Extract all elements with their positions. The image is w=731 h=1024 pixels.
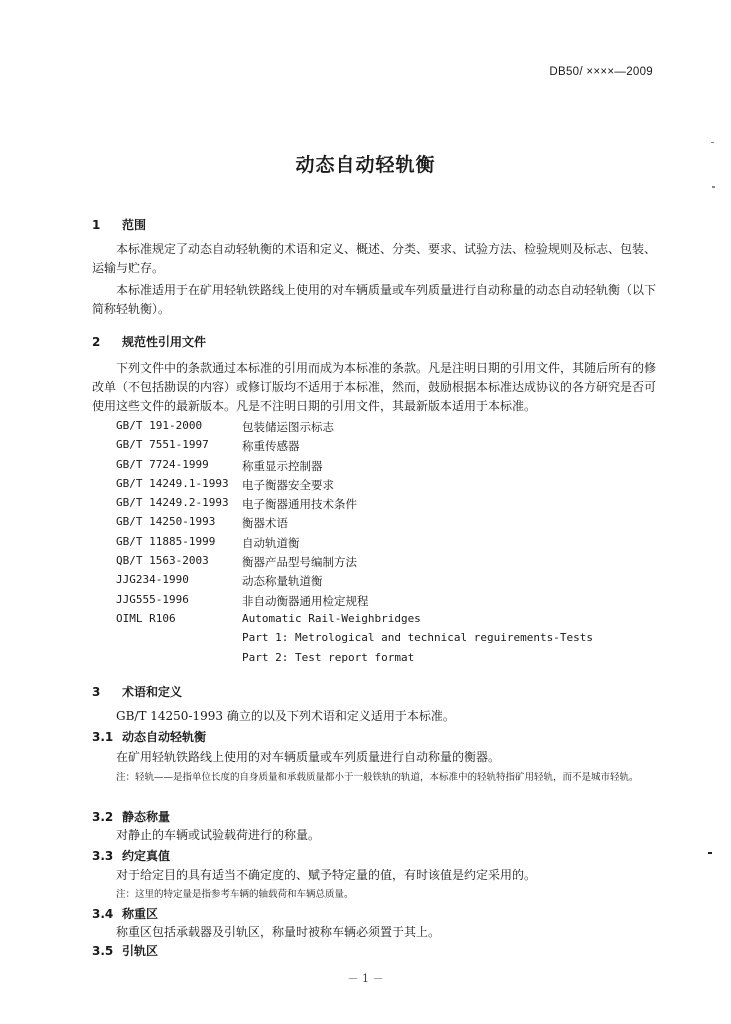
scan-speck bbox=[708, 852, 712, 854]
section-title: 术语和定义 bbox=[122, 685, 183, 699]
reference-name: Part 1: Metrological and technical reguirements-Tests bbox=[242, 631, 593, 645]
section-2-heading bbox=[92, 333, 206, 350]
term-3-2-heading bbox=[92, 808, 170, 825]
reference-name: 称重传感器 bbox=[242, 439, 300, 454]
section-number: 3 bbox=[92, 685, 101, 699]
reference-name: Automatic Rail-Weighbridges bbox=[242, 611, 421, 625]
reference-row bbox=[116, 631, 593, 650]
term-3-5-heading bbox=[92, 942, 158, 959]
reference-code bbox=[116, 651, 242, 670]
reference-code: GB/T 7724-1999 bbox=[116, 457, 209, 471]
reference-row bbox=[116, 477, 593, 496]
reference-row bbox=[116, 458, 593, 477]
reference-code: GB/T 7551-1997 bbox=[116, 438, 209, 452]
document-title: 动态自动轻轨衡 bbox=[295, 154, 436, 176]
reference-row bbox=[116, 554, 593, 573]
term-3-1-note: 注：轻轨——是指单位长度的自身质量和承载质量都小于一般铁轨的轨道，本标准中的轻轨特指矿用轻轨，而不是城市轻轨。 bbox=[116, 772, 639, 783]
reference-code: QB/T 1563-2003 bbox=[116, 554, 209, 568]
section-title: 范围 bbox=[122, 218, 147, 232]
scan-speck bbox=[712, 186, 715, 188]
reference-code: JJG234-1990 bbox=[116, 573, 189, 587]
reference-name: Part 2: Test report format bbox=[242, 650, 415, 664]
reference-row bbox=[116, 593, 593, 612]
reference-row bbox=[116, 496, 593, 515]
reference-code: JJG555-1996 bbox=[116, 592, 189, 606]
reference-name: 动态称量轨道衡 bbox=[242, 574, 323, 589]
section-2-paragraph: 下列文件中的条款通过本标准的引用而成为本标准的条款。凡是注明日期的引用文件，其随后所有的修改单（不包括勘误的内容）或修订版均不适用于本标准，然而，鼓励根据本标准达成协议的各方研究是否可使用这些文件的最新版本。凡是不注明日期的引用文件，其最新版本适用于本标准。 bbox=[92, 361, 657, 413]
section-title: 规范性引用文件 bbox=[122, 335, 207, 349]
term-3-3-heading bbox=[92, 847, 170, 864]
reference-code bbox=[116, 631, 242, 650]
reference-name: 衡器术语 bbox=[242, 516, 288, 531]
page-number: － 1 － bbox=[347, 972, 384, 985]
reference-name: 衡器产品型号编制方法 bbox=[242, 555, 357, 570]
reference-code: GB/T 14249.2-1993 bbox=[116, 496, 229, 510]
term-title: 动态自动轻轨衡 bbox=[122, 730, 207, 744]
reference-row bbox=[116, 612, 593, 631]
term-3-1-heading bbox=[92, 728, 206, 745]
term-3-4-definition: 称重区包括承载器及引轨区，称量时被称车辆必须置于其上。 bbox=[116, 925, 441, 939]
reference-row bbox=[116, 651, 593, 670]
section-1-paragraph-1: 本标准规定了动态自动轻轨衡的术语和定义、概述、分类、要求、试验方法、检验规则及标志、包装、运输与贮存。 bbox=[92, 242, 657, 275]
term-title: 称重区 bbox=[122, 907, 159, 921]
section-3-intro: GB/T 14250-1993 确立的以及下列术语和定义适用于本标准。 bbox=[116, 709, 455, 723]
reference-code: GB/T 14249.1-1993 bbox=[116, 476, 229, 490]
term-number: 3.3 bbox=[92, 849, 114, 863]
reference-name: 非自动衡器通用检定规程 bbox=[242, 593, 369, 608]
reference-name: 电子衡器通用技术条件 bbox=[242, 497, 357, 512]
reference-row bbox=[116, 438, 593, 457]
normative-references-list bbox=[116, 419, 593, 670]
section-3-heading bbox=[92, 683, 182, 700]
reference-name: 包装储运图示标志 bbox=[242, 420, 334, 434]
section-1-heading bbox=[92, 216, 146, 233]
term-3-3-note: 注：这里的特定量是指参考车辆的轴载荷和车辆总质量。 bbox=[116, 889, 354, 900]
reference-row bbox=[116, 515, 593, 534]
term-3-2-definition: 对静止的车辆或试验载荷进行的称量。 bbox=[116, 828, 321, 842]
reference-code: GB/T 14250-1993 bbox=[116, 515, 216, 529]
term-number: 3.2 bbox=[92, 810, 114, 824]
term-3-3-definition: 对于给定目的具有适当不确定度的、赋予特定量的值，有时该值是约定采用的。 bbox=[116, 868, 537, 882]
term-3-4-heading bbox=[92, 905, 158, 922]
reference-row bbox=[116, 419, 593, 438]
section-number: 2 bbox=[92, 335, 101, 349]
section-number: 1 bbox=[92, 218, 101, 232]
term-number: 3.1 bbox=[92, 730, 114, 744]
section-1-paragraph-2: 本标准适用于在矿用轻轨铁路线上使用的对车辆质量或车列质量进行自动称量的动态自动轻轨衡（以下简称轻轨衡）。 bbox=[92, 283, 657, 316]
term-title: 静态称量 bbox=[122, 810, 171, 824]
reference-code: GB/T 11885-1999 bbox=[116, 534, 216, 548]
reference-code: GB/T 191-2000 bbox=[116, 419, 203, 432]
reference-code: OIML R106 bbox=[116, 611, 176, 625]
term-title: 约定真值 bbox=[122, 849, 171, 863]
reference-row bbox=[116, 535, 593, 554]
term-number: 3.5 bbox=[92, 944, 114, 958]
reference-name: 称重显示控制器 bbox=[242, 458, 323, 473]
term-title: 引轨区 bbox=[122, 944, 159, 958]
reference-row bbox=[116, 573, 593, 592]
term-3-1-definition: 在矿用轻轨铁路线上使用的对车辆质量或车列质量进行自动称量的衡器。 bbox=[116, 750, 501, 764]
reference-name: 电子衡器安全要求 bbox=[242, 477, 334, 492]
scan-speck bbox=[711, 142, 714, 143]
term-number: 3.4 bbox=[92, 907, 114, 921]
document-number: DB50/ ××××—2009 bbox=[549, 66, 653, 78]
reference-name: 自动轨道衡 bbox=[242, 535, 300, 550]
